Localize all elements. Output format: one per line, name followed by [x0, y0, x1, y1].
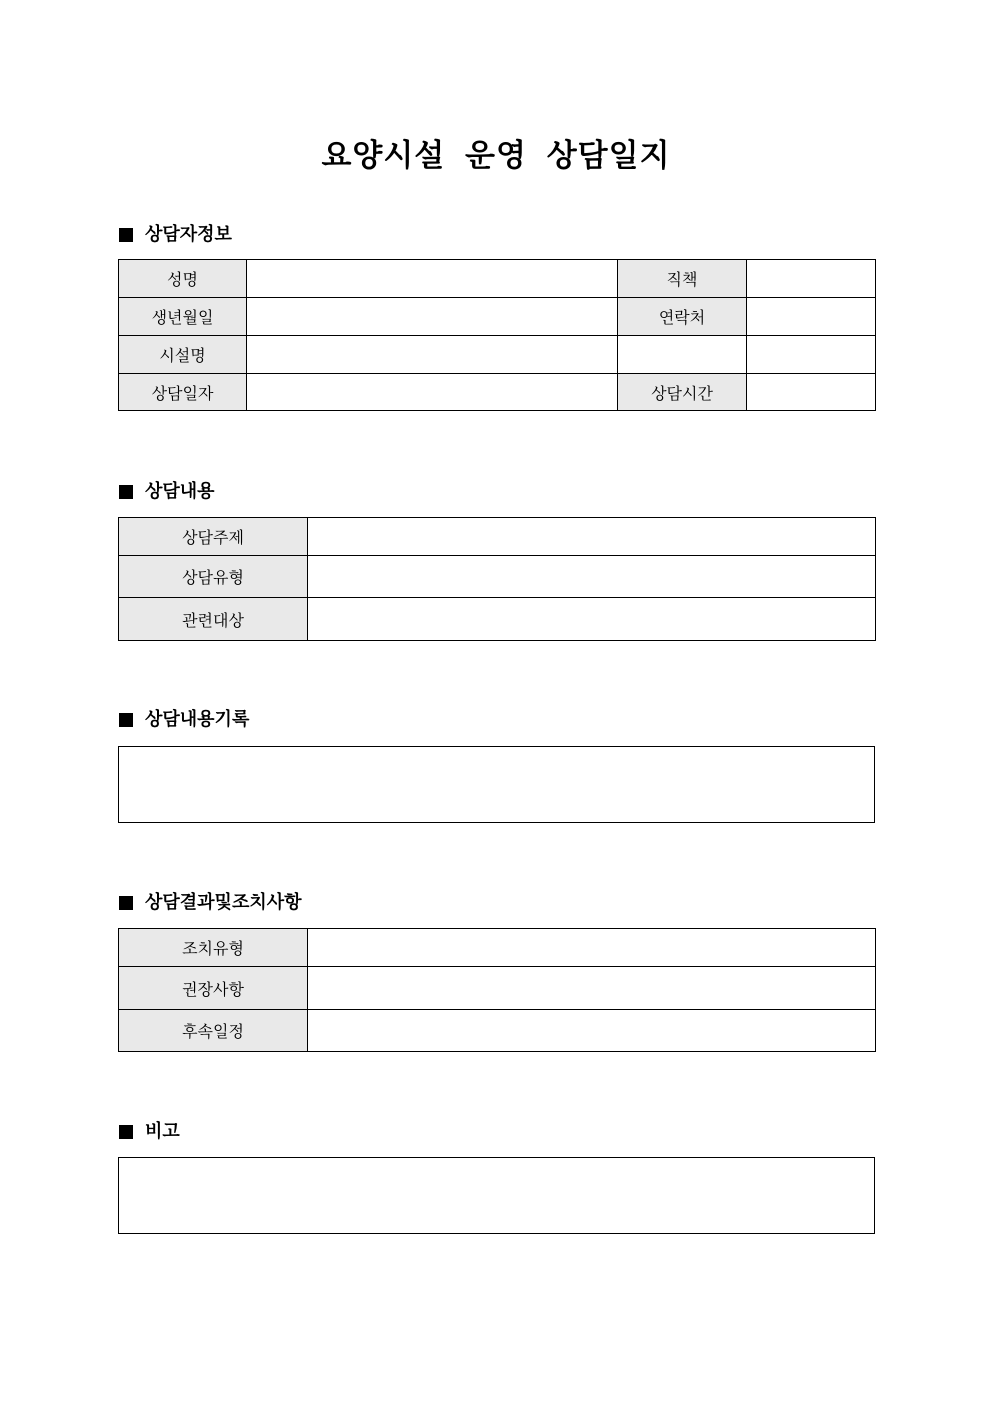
field-label-topic: 상담주제: [119, 518, 308, 556]
field-label-action-type: 조치유형: [119, 929, 308, 967]
section-heading-result-actions: [119, 891, 302, 915]
table-row: [119, 298, 876, 336]
field-value-type[interactable]: [308, 556, 876, 598]
table-row: [119, 518, 876, 556]
document-title: 요양시설 운영 상담일지: [321, 138, 671, 174]
square-bullet-icon: [119, 713, 133, 727]
field-label-contact: 연락처: [618, 298, 747, 336]
field-value-action-type[interactable]: [308, 929, 876, 967]
field-label-type: 상담유형: [119, 556, 308, 598]
field-label-follow-up-schedule: 후속일정: [119, 1010, 308, 1052]
field-label-birthdate: 생년월일: [119, 298, 247, 336]
field-label-recommendations: 권장사항: [119, 967, 308, 1010]
section-heading-label: 상담내용기록: [145, 709, 250, 730]
field-label-counsel-time: 상담시간: [618, 374, 747, 411]
table-row: [119, 260, 876, 298]
field-value-birthdate[interactable]: [247, 298, 618, 336]
field-value-contact[interactable]: [747, 298, 876, 336]
section-heading-label: 상담결과및조치사항: [145, 892, 302, 913]
section-heading-label: 상담내용: [145, 481, 215, 502]
field-label-position: 직책: [618, 260, 747, 298]
field-value-position[interactable]: [747, 260, 876, 298]
result-actions-table: [118, 928, 876, 1052]
section-heading-counsel-record: [119, 708, 249, 732]
field-blank-cell[interactable]: [618, 336, 747, 374]
section-heading-counselor-info: [119, 223, 232, 247]
counsel-content-table: [118, 517, 876, 641]
table-row: [119, 598, 876, 641]
field-value-recommendations[interactable]: [308, 967, 876, 1010]
field-value-counsel-time[interactable]: [747, 374, 876, 411]
section-heading-remarks: [119, 1120, 180, 1144]
table-row: [119, 336, 876, 374]
counsel-record-box[interactable]: [118, 746, 875, 823]
square-bullet-icon: [119, 228, 133, 242]
table-row: [119, 967, 876, 1010]
square-bullet-icon: [119, 485, 133, 499]
field-label-facility-name: 시설명: [119, 336, 247, 374]
field-blank-cell[interactable]: [747, 336, 876, 374]
table-row: [119, 1010, 876, 1052]
field-value-follow-up-schedule[interactable]: [308, 1010, 876, 1052]
table-row: [119, 556, 876, 598]
field-label-counsel-date: 상담일자: [119, 374, 247, 411]
field-value-facility-name[interactable]: [247, 336, 618, 374]
field-value-name[interactable]: [247, 260, 618, 298]
square-bullet-icon: [119, 1125, 133, 1139]
section-heading-label: 상담자정보: [145, 224, 232, 245]
remarks-box[interactable]: [118, 1157, 875, 1234]
section-heading-label: 비고: [145, 1121, 180, 1142]
table-row: [119, 929, 876, 967]
field-value-counsel-date[interactable]: [247, 374, 618, 411]
table-row: [119, 374, 876, 411]
field-value-topic[interactable]: [308, 518, 876, 556]
field-label-name: 성명: [119, 260, 247, 298]
square-bullet-icon: [119, 896, 133, 910]
field-value-related-target[interactable]: [308, 598, 876, 641]
section-heading-counsel-content: [119, 480, 215, 504]
field-label-related-target: 관련대상: [119, 598, 308, 641]
counselor-info-table: [118, 259, 876, 411]
